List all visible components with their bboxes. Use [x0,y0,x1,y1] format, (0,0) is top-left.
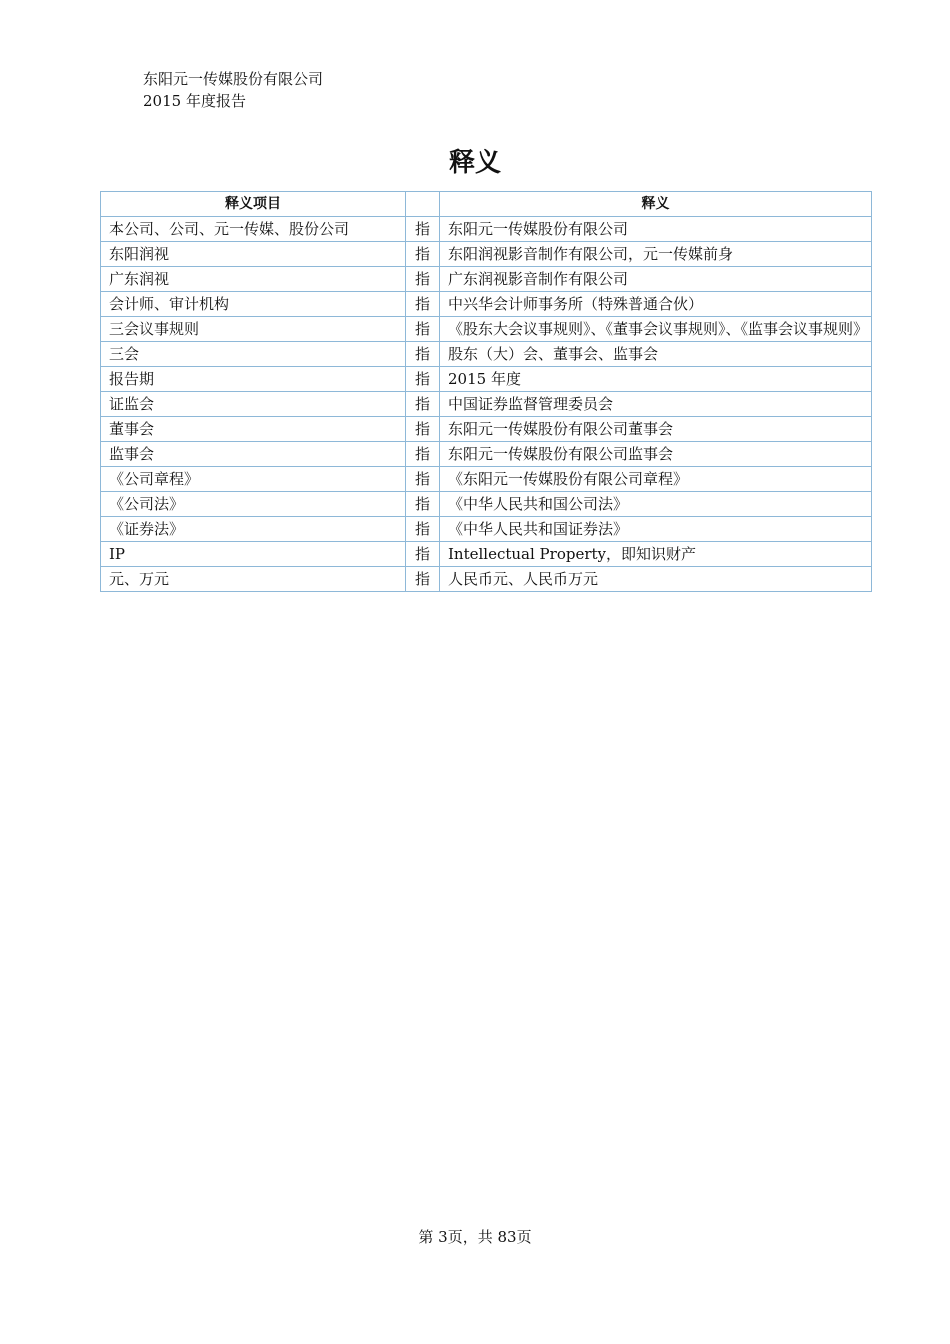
table-row [101,567,872,592]
refers-cell: 指 [406,542,440,567]
table-row [101,392,872,417]
definition-cell: 2015 年度 [440,367,872,392]
table-row [101,542,872,567]
refers-cell: 指 [406,342,440,367]
table-row [101,442,872,467]
table-header-row [101,192,872,217]
col-header-term: 释义项目 [101,192,406,217]
header-company: 东阳元一传媒股份有限公司 [143,70,324,88]
refers-cell: 指 [406,517,440,542]
table-row [101,267,872,292]
page-header [143,68,323,112]
term-cell: 会计师、审计机构 [101,292,406,317]
refers-cell: 指 [406,367,440,392]
definition-cell: 东阳元一传媒股份有限公司监事会 [440,442,872,467]
col-header-definition: 释义 [440,192,872,217]
term-cell: 广东润视 [101,267,406,292]
refers-cell: 指 [406,292,440,317]
definition-cell: 股东（大）会、董事会、监事会 [440,342,872,367]
page-title: 释义 [448,148,501,178]
table-row [101,317,872,342]
refers-cell: 指 [406,392,440,417]
definition-cell: 《中华人民共和国公司法》 [440,492,872,517]
definition-cell: 《股东大会议事规则》、《董事会议事规则》、《监事会议事规则》 [440,317,872,342]
definition-cell: 人民币元、人民币万元 [440,567,872,592]
refers-cell: 指 [406,317,440,342]
glossary-table [100,191,872,592]
table-row [101,467,872,492]
definition-cell: 《东阳元一传媒股份有限公司章程》 [440,467,872,492]
definition-cell: 《中华人民共和国证券法》 [440,517,872,542]
refers-cell: 指 [406,567,440,592]
table-row [101,217,872,242]
definition-cell: 广东润视影音制作有限公司 [440,267,872,292]
table-row [101,342,872,367]
term-cell: 元、万元 [101,567,406,592]
term-cell: 本公司、公司、元一传媒、股份公司 [101,217,406,242]
term-cell: IP [101,542,406,567]
definition-cell: 东阳元一传媒股份有限公司 [440,217,872,242]
term-cell: 三会议事规则 [101,317,406,342]
definition-cell: 中国证券监督管理委员会 [440,392,872,417]
refers-cell: 指 [406,442,440,467]
page-number-footer: 第 3页，共 83页 [418,1228,532,1246]
term-cell: 东阳润视 [101,242,406,267]
header-report: 2015 年度报告 [143,92,246,110]
table-row [101,492,872,517]
refers-cell: 指 [406,467,440,492]
term-cell: 三会 [101,342,406,367]
definition-cell: Intellectual Property，即知识财产 [440,542,872,567]
term-cell: 《公司法》 [101,492,406,517]
term-cell: 董事会 [101,417,406,442]
table-row [101,417,872,442]
refers-cell: 指 [406,417,440,442]
refers-cell: 指 [406,492,440,517]
table-row [101,292,872,317]
term-cell: 《证券法》 [101,517,406,542]
table-row [101,517,872,542]
term-cell: 报告期 [101,367,406,392]
table-row [101,242,872,267]
definition-cell: 中兴华会计师事务所（特殊普通合伙） [440,292,872,317]
term-cell: 监事会 [101,442,406,467]
refers-cell: 指 [406,217,440,242]
col-header-mid [406,192,440,217]
refers-cell: 指 [406,267,440,292]
definition-cell: 东阳元一传媒股份有限公司董事会 [440,417,872,442]
term-cell: 证监会 [101,392,406,417]
term-cell: 《公司章程》 [101,467,406,492]
definition-cell: 东阳润视影音制作有限公司，元一传媒前身 [440,242,872,267]
table-row [101,367,872,392]
refers-cell: 指 [406,242,440,267]
